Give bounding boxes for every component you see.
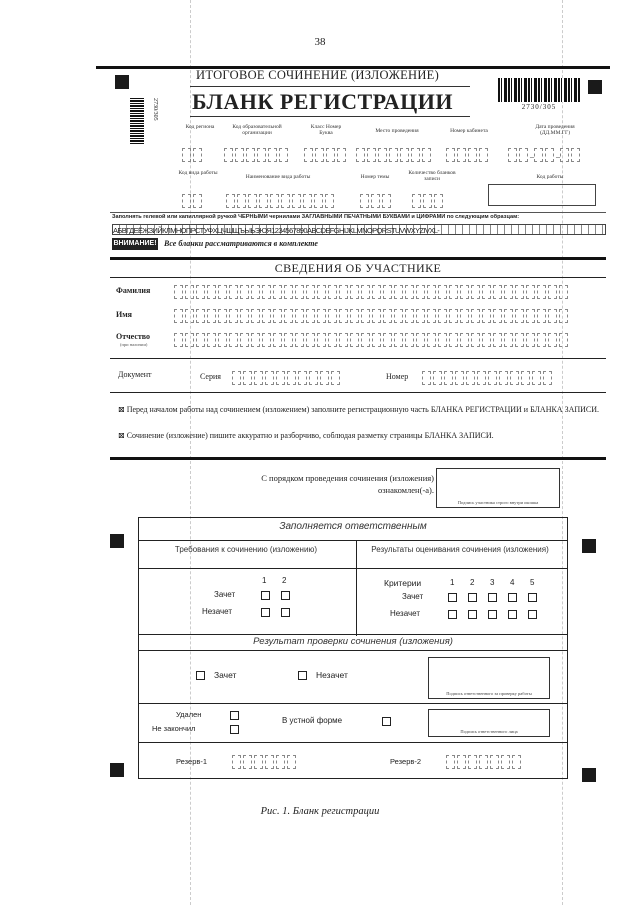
section-rule [110,457,606,460]
fill-instructions: Заполнять гелевой или капиллярной ручкой ЧЁРНЫМИ чернилами ЗАГЛАВНЫМИ ПЕЧАТНЫМИ БУКВАМИ и ЦИФРАМИ по следующим образцам: [112,214,520,220]
check-title: Результат проверки сочинения (изложения) [253,636,453,647]
requirements-header: Требования к сочинению (изложению) [174,545,318,554]
criteria-col-2: 2 [470,578,475,587]
responsible-signature-box[interactable] [428,709,550,737]
number-label: Номер [386,372,409,381]
topic-number-cells[interactable] [360,192,393,210]
removed-label: Удален [176,710,202,719]
corner-marker [588,80,602,94]
reserve-2-cells[interactable] [446,753,523,771]
label-sheet-count: Количество бланков записи [408,170,456,182]
corner-marker [582,539,596,553]
label-work-type-name: Наименование вида работы [245,174,311,180]
block-rule [138,540,568,541]
reserve-1-label: Резерв-1 [176,757,208,766]
oral-checkbox[interactable] [382,717,391,726]
note-1-text: Перед началом работы над сочинением (изложением) заполните регистрационную часть БЛАНКА РЕГИСТРАЦИИ и БЛАНКА ЗАПИСИ. [126,405,600,414]
figure-caption: Рис. 1. Бланк регистрации [260,806,380,817]
name-cells[interactable] [174,307,570,325]
corner-marker [110,763,124,777]
result-fail-checkbox[interactable] [298,671,307,680]
label-room: Номер кабинета [450,128,488,134]
req-pass-checkbox-2[interactable] [281,591,290,600]
criteria-fail-checkbox-5[interactable] [528,610,537,619]
result-pass-checkbox[interactable] [196,671,205,680]
class-cells[interactable] [304,146,348,164]
vertical-barcode-number: 2730/305 [152,98,158,121]
reserve-2-label: Резерв-2 [390,757,422,766]
patronymic-label: Отчество [116,332,151,341]
form-title: БЛАНК РЕГИСТРАЦИИ [192,89,453,114]
patronymic-cells[interactable] [174,331,570,349]
corner-marker [110,534,124,548]
venue-cells[interactable] [356,146,433,164]
block-rule [138,634,568,635]
label-work-code: Код работы [536,174,564,180]
req-col-2: 2 [282,576,287,585]
label-work-type-code: Код вида работы [178,170,218,176]
rule [110,212,606,213]
consent-text: С порядком проведения сочинения (изложения) ознакомлен(-а). [261,473,434,495]
participant-signature-box[interactable] [436,468,560,508]
req-fail-checkbox-2[interactable] [281,608,290,617]
region-code-cells[interactable] [182,146,204,164]
section-rule [110,257,606,260]
criteria-label: Критерии [384,578,422,588]
block-rule [138,703,568,704]
criteria-pass-checkbox-1[interactable] [448,593,457,602]
expert-signature-caption: Подпись ответственного за проверку работы [446,691,532,696]
criteria-col-5: 5 [530,578,535,587]
sheet-count-cells[interactable] [412,192,445,210]
page-number: 38 [314,36,326,48]
criteria-fail-checkbox-1[interactable] [448,610,457,619]
block-rule [138,742,568,743]
section-rule [110,358,606,359]
criteria-pass-checkbox-3[interactable] [488,593,497,602]
label-class: Класс Номер Буква [310,124,342,136]
block-rule [138,650,568,651]
corner-marker [582,768,596,782]
participant-signature-caption: Подпись участника строго внутри окошка [457,500,539,505]
corner-marker [115,75,129,89]
removed-checkbox[interactable] [230,711,239,720]
title-rule [190,116,470,117]
label-topic-number: Номер темы [360,174,390,180]
work-type-name-cells[interactable] [226,192,336,210]
req-col-1: 1 [262,576,267,585]
note-1: ⊠ Перед началом работы над сочинением (изложением) заполните регистрационную часть БЛАНКА РЕГИСТРАЦИИ и БЛАНКА ЗАПИСИ. [118,405,600,414]
results-header: Результаты оценивания сочинения (изложения) [371,545,549,554]
name-label: Имя [116,310,132,319]
responsible-signature-caption: Подпись ответственного лица [460,729,518,734]
reserve-1-cells[interactable] [232,753,298,771]
label-date: Дата проведения (ДД.ММ.ГГ) [535,124,575,136]
req-fail-label: Незачет [202,607,233,616]
responsible-title: Заполняется ответственным [279,521,427,532]
block-rule [138,568,568,569]
section-rule [110,392,606,393]
org-code-cells[interactable] [224,146,290,164]
document-label: Документ [118,370,152,379]
req-pass-checkbox-1[interactable] [261,591,270,600]
form-subtitle: ИТОГОВОЕ СОЧИНЕНИЕ (ИЗЛОЖЕНИЕ) [196,68,440,82]
work-code-box[interactable] [488,184,596,206]
surname-label: Фамилия [116,286,151,295]
criteria-fail-checkbox-3[interactable] [488,610,497,619]
block-divider [356,540,357,636]
oral-label: В устной форме [282,716,343,725]
criteria-col-4: 4 [510,578,515,587]
responsible-block [138,517,568,779]
criteria-pass-checkbox-5[interactable] [528,593,537,602]
label-region-code: Код региона [185,124,215,130]
criteria-fail-label: Незачет [390,609,421,618]
warning-text: Все бланки рассматриваются в комплекте [164,239,318,248]
sample-characters: АБВГДЕЁЖЗИЙКЛМНОПРСТУФХЦЧШЩЪЫЬЭЮЯ1234567890ABCDEFGHIJKLMNOPQRSTUVWXYZIVXL- [112,224,606,235]
result-fail-label: Незачет [316,670,348,680]
surname-cells[interactable] [174,283,570,301]
criteria-fail-checkbox-4[interactable] [508,610,517,619]
date-cells[interactable]: – – [508,146,582,164]
criteria-pass-checkbox-2[interactable] [468,593,477,602]
criteria-pass-label: Зачет [402,592,424,601]
label-org-code: Код образовательной организации [232,124,282,136]
note-2-text: Сочинение (изложение) пишите аккуратно и разборчиво, соблюдая разметку страницы БЛАНКА ЗАПИСИ. [126,431,494,440]
section-rule [110,277,606,278]
horizontal-barcode [498,78,580,102]
note-2: ⊠ Сочинение (изложение) пишите аккуратно и разборчиво, соблюдая разметку страницы БЛАНКА ЗАПИСИ. [118,431,494,440]
patronymic-sub: (при наличии) [120,342,148,347]
title-rule [190,86,470,87]
not-finished-label: Не закончил [152,724,196,733]
criteria-col-3: 3 [490,578,495,587]
not-finished-checkbox[interactable] [230,725,239,734]
work-type-code-cells[interactable] [182,192,204,210]
criteria-fail-checkbox-2[interactable] [468,610,477,619]
warning-badge: ВНИМАНИЕ! [112,238,158,250]
series-label: Серия [200,372,221,381]
result-pass-label: Зачет [214,670,237,680]
label-venue: Место проведения [375,128,419,134]
vertical-barcode [130,98,144,144]
criteria-col-1: 1 [450,578,455,587]
participant-section-title: СВЕДЕНИЯ ОБ УЧАСТНИКЕ [274,261,442,275]
criteria-pass-checkbox-4[interactable] [508,593,517,602]
expert-signature-box[interactable] [428,657,550,699]
barcode-number: 2730/305 [521,103,557,111]
room-cells[interactable] [446,146,490,164]
req-pass-label: Зачет [214,590,236,599]
number-cells[interactable] [422,369,554,387]
series-cells[interactable] [232,369,342,387]
req-fail-checkbox-1[interactable] [261,608,270,617]
